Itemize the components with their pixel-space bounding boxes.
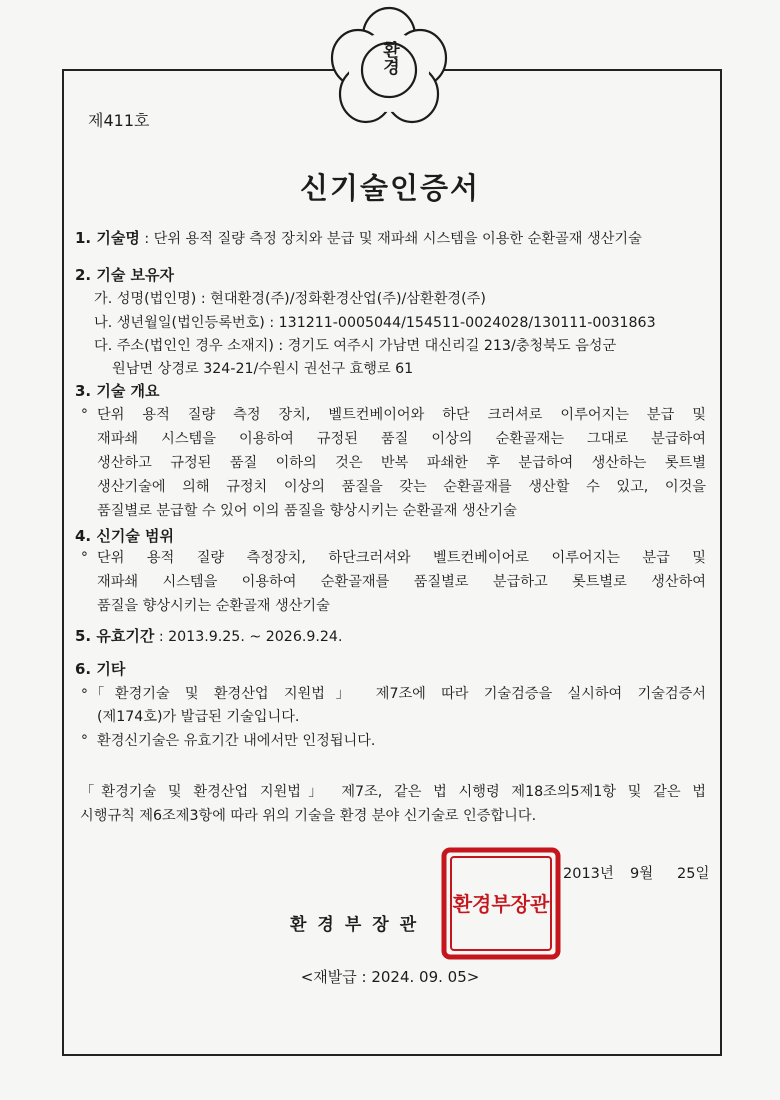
technology-name: : 단위 용적 질량 측정 장치와 분급 및 재파쇄 시스템을 이용한 순환골재 생산기술 <box>139 231 642 247</box>
certificate-title: 신기술인증서 <box>299 171 481 205</box>
issuer-name: 환경부장관 <box>290 915 428 935</box>
holder-registration: 나. 생년월일(법인등록번호) : 131211-0005044/154511-0024028/130111-0031863 <box>94 315 656 331</box>
bullet-icon: ∘ <box>80 683 89 699</box>
misc-line: 「환경기술 및 환경산업 지원법」 제7조에 따라 기술검증을 실시하여 기술검증서 <box>90 686 706 702</box>
holder-address-line-2: 원남면 상경로 324-21/수원시 권선구 효행로 61 <box>112 361 414 377</box>
misc-line: 환경신기술은 유효기간 내에서만 인정됩니다. <box>97 733 376 749</box>
section-4-heading: 4. 신기술 범위 <box>75 527 175 545</box>
certification-statement: 「환경기술 및 환경산업 지원법」 제7조, 같은 법 시행령 제18조의5제1항 및 같은 법 <box>80 784 706 800</box>
issue-year: 2013년 <box>563 866 614 882</box>
overview-line: 단위 용적 질량 측정 장치, 벨트컨베이어와 하단 크러셔로 이루어지는 분급 및 <box>97 407 706 423</box>
validity-period: : 2013.9.25. ~ 2026.9.24. <box>154 629 343 645</box>
overview-line: 생산하고 규정된 품질 이하의 것은 반복 파쇄한 후 분급하여 생산하는 롯트별 <box>97 455 706 471</box>
overview-line: 생산기술에 의해 규정치 이상의 품질을 갖는 순환골재를 생산할 수 있고, 이것을 <box>97 479 706 495</box>
section-5-heading: 5. 유효기간 <box>75 627 155 645</box>
issue-month: 9월 <box>630 866 654 882</box>
certification-statement: 시행규칙 제6조제3항에 따라 위의 기술을 환경 분야 신기술로 인증합니다. <box>80 808 537 824</box>
bullet-icon: ∘ <box>80 729 89 745</box>
issue-day: 25일 <box>677 866 710 882</box>
section-2-heading: 2. 기술 보유자 <box>75 266 175 284</box>
section-3-heading: 3. 기술 개요 <box>75 382 160 400</box>
holder-address-line-1: 다. 주소(법인인 경우 소재지) : 경기도 여주시 가남면 대신리길 213/충청북도 음성군 <box>94 338 617 354</box>
emblem-text: 환경 <box>379 41 399 75</box>
official-seal-icon <box>440 846 562 961</box>
certificate-number: 제411호 <box>88 111 150 130</box>
section-1-heading: 1. 기술명 <box>75 229 140 247</box>
overview-line: 품질별로 분급할 수 있어 이의 품질을 향상시키는 순환골재 생산기술 <box>97 503 517 519</box>
scope-line: 단위 용적 질량 측정장치, 하단크러셔와 벨트컨베이어로 이루어지는 분급 및 <box>97 550 706 566</box>
overview-line: 재파쇄 시스템을 이용하여 규정된 품질 이상의 순환골재는 그대로 분급하여 <box>97 431 706 447</box>
scope-line: 품질을 향상시키는 순환골재 생산기술 <box>97 598 330 614</box>
section-5 <box>75 626 342 647</box>
ministry-emblem-icon <box>320 6 458 134</box>
seal-text: 환경부장관 <box>452 892 550 916</box>
reissue-date: <재발급 : 2024. 09. 05> <box>300 968 480 986</box>
section-6-heading: 6. 기타 <box>75 660 126 678</box>
holder-name: 가. 성명(법인명) : 현대환경(주)/정화환경산업(주)/삼환환경(주) <box>94 291 486 307</box>
section-1 <box>75 228 642 249</box>
scope-line: 재파쇄 시스템을 이용하여 순환골재를 품질별로 분급하고 롯트별로 생산하여 <box>97 574 706 590</box>
bullet-icon: ∘ <box>80 403 89 419</box>
bullet-icon: ∘ <box>80 546 89 562</box>
misc-line: (제174호)가 발급된 기술입니다. <box>97 709 300 725</box>
